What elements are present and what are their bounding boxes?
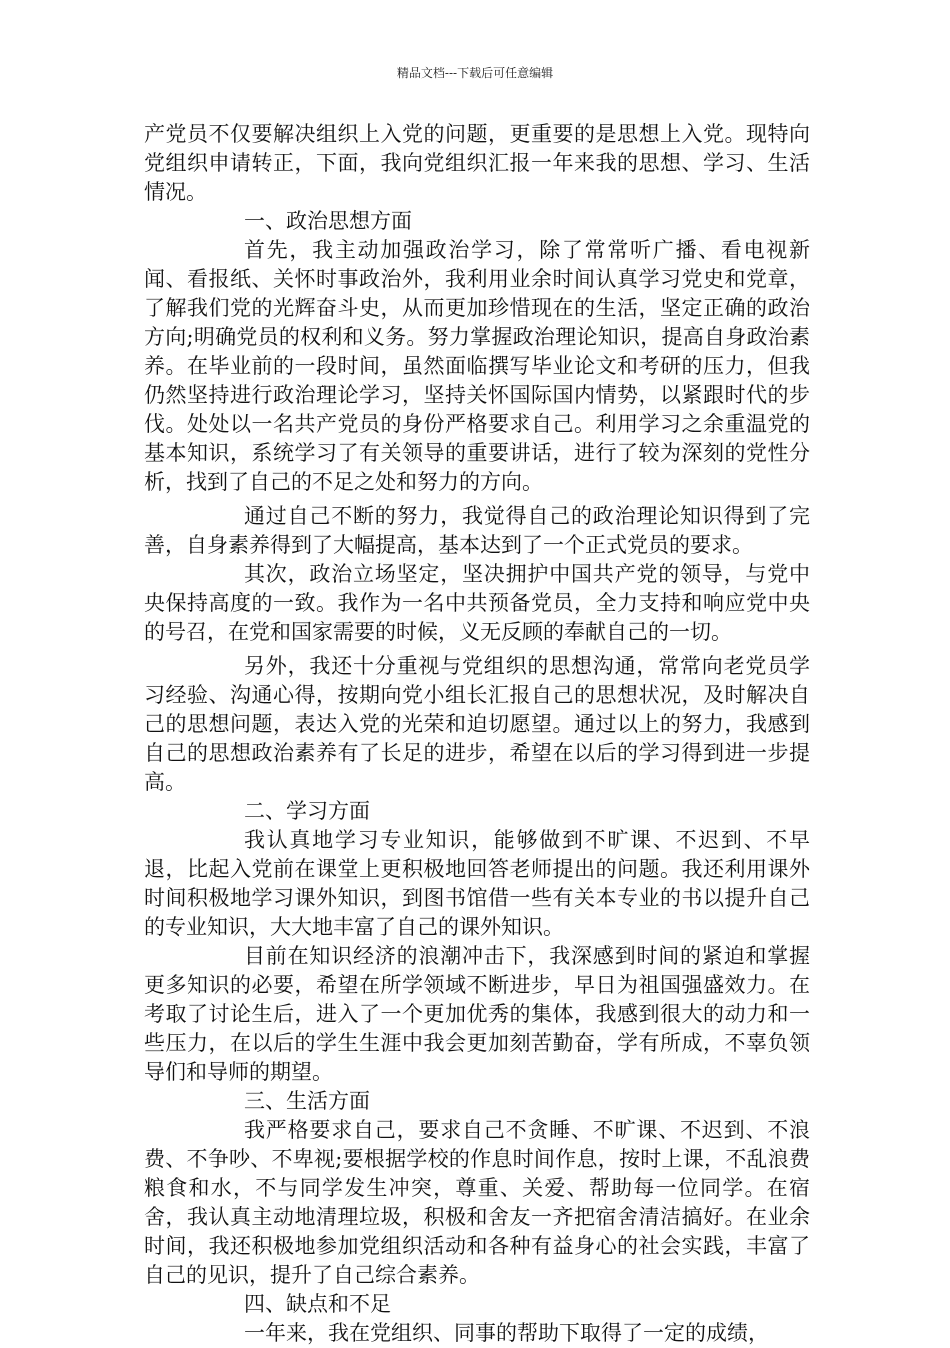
paragraph-study-professional: 我认真地学习专业知识，能够做到不旷课、不迟到、不早退，比起入党前在课堂上更积极地回答老师提出的问题。我还利用课外时间积极地学习课外知识，到图书馆借一些有关本专业的书以提升自己的专业知识，大大地丰富了自己的课外知识。 <box>144 828 810 939</box>
paragraph-politics-study: 首先，我主动加强政治学习，除了常常听广播、看电视新闻、看报纸、关怀时事政治外，我利用业余时间认真学习党史和党章，了解我们党的光辉奋斗史，从而更加珍惜现在的生活，坚定正确的政治方向;明确党员的权利和义务。努力掌握政治理论知识，提高自身政治素养。在毕业前的一段时间，虽然面临撰写毕业论文和考研的压力，但我仍然坚持进行政治理论学习，坚持关怀国际国内情势，以紧跟时代的步伐。处处以一名共产党员的身份严格要求自己。利用学习之余重温党的基本知识，系统学习了有关领导的重要讲话，进行了较为深刻的党性分析，找到了自己的不足之处和努力的方向。 <box>144 238 810 494</box>
paragraph-politics-communication: 另外，我还十分重视与党组织的思想沟通，常常向老党员学习经验、沟通心得，按期向党小组长汇报自己的思想状况，及时解决自己的思想问题，表达入党的光荣和迫切愿望。通过以上的努力，我感到自己的思想政治素养有了长足的进步，希望在以后的学习得到进一步提高。 <box>144 654 810 794</box>
paragraph-politics-result: 通过自己不断的努力，我觉得自己的政治理论知识得到了完善，自身素养得到了大幅提高，基本达到了一个正式党员的要求。 <box>144 504 810 557</box>
section-heading-study: 二、学习方面 <box>244 799 370 823</box>
paragraph-life: 我严格要求自己，要求自己不贪睡、不旷课、不迟到、不浪费、不争吵、不卑视;要根据学校的作息时间作息，按时上课，不乱浪费粮食和水，不与同学发生冲突，尊重、关爱、帮助每一位同学。在宿舍，我认真主动地清理垃圾，积极和舍友一齐把宿舍清洁搞好。在业余时间，我还积极地参加党组织活动和各种有益身心的社会实践，丰富了自己的见识，提升了自己综合素养。 <box>144 1118 810 1287</box>
paragraph-shortcomings: 一年来，我在党组织、同事的帮助下取得了一定的成绩， <box>244 1321 769 1345</box>
document-body <box>144 120 810 1348</box>
paragraph-politics-stance: 其次，政治立场坚定，坚决拥护中国共产党的领导，与党中央保持高度的一致。我作为一名中共预备党员，全力支持和响应党中央的号召，在党和国家需要的时候，义无反顾的奉献自己的一切。 <box>144 562 810 644</box>
paragraph-study-goals: 目前在知识经济的浪潮冲击下，我深感到时间的紧迫和掌握更多知识的必要，希望在所学领域不断进步，早日为祖国强盛效力。在考取了讨论生后，进入了一个更加优秀的集体，我感到很大的动力和一些压力，在以后的学生生涯中我会更加刻苦勤奋，学有所成，不辜负领导们和导师的期望。 <box>144 944 810 1084</box>
page-header: 精品文档---下载后可任意编辑 <box>396 66 554 80</box>
section-heading-life: 三、生活方面 <box>244 1089 370 1113</box>
section-heading-shortcomings: 四、缺点和不足 <box>244 1292 391 1316</box>
paragraph-intro: 产党员不仅要解决组织上入党的问题，更重要的是思想上入党。现特向党组织申请转正，下面，我向党组织汇报一年来我的思想、学习、生活情况。 <box>144 122 810 204</box>
section-heading-politics: 一、政治思想方面 <box>244 209 412 233</box>
